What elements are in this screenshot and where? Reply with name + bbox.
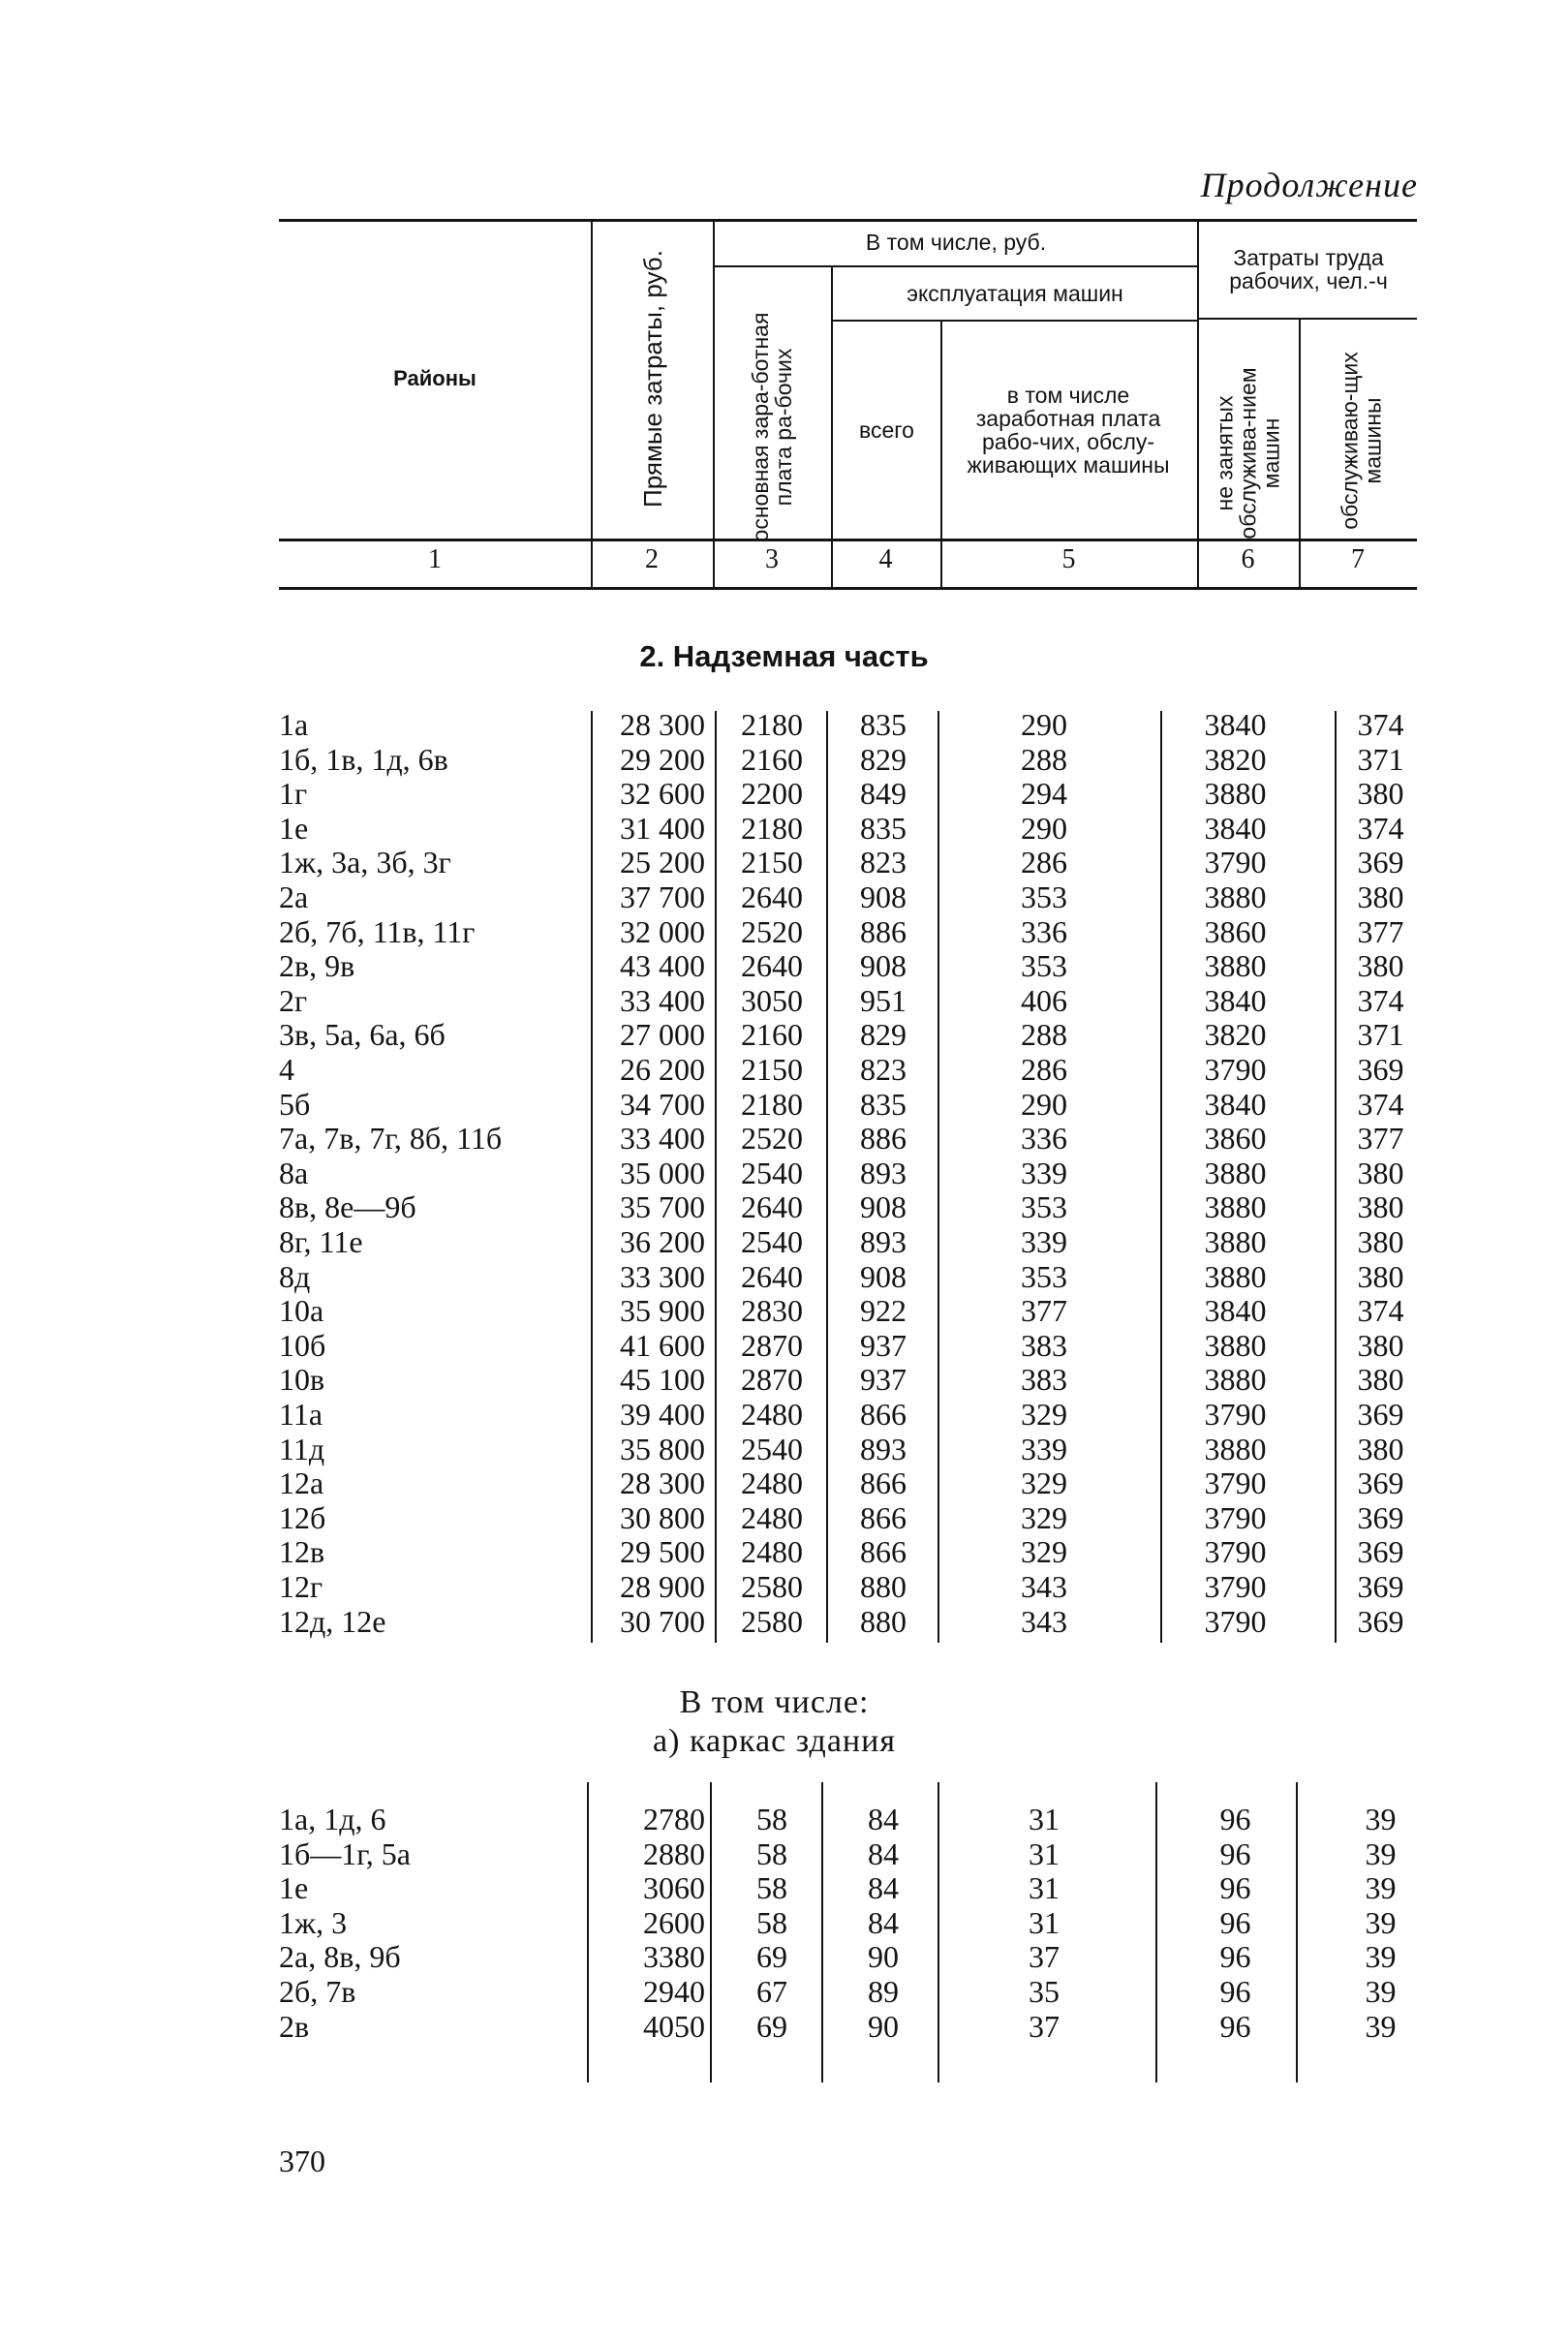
- section1-row: [279, 1189, 1417, 1224]
- section1-cell-machines-total: 880: [860, 1603, 907, 1639]
- col-number-4: 4: [878, 544, 893, 574]
- header-not-machine-labor: не занятых обслужива-нием машин: [1212, 367, 1284, 540]
- header-machine-labor: обслуживаю-щих машины: [1337, 352, 1386, 530]
- section1-cell-labor-other: 3880: [1204, 776, 1267, 812]
- section1-cell-base-wages: 2640: [741, 948, 803, 984]
- section1-cell-labor-other: 3860: [1204, 913, 1267, 949]
- col-number-7: 7: [1351, 544, 1365, 574]
- section1-cell-district: 11а: [279, 1397, 323, 1432]
- section1-cell-labor-other: 3860: [1204, 1121, 1267, 1157]
- section1-cell-machines-total: 893: [860, 1224, 907, 1259]
- section1-cell-labor-other: 3880: [1204, 1258, 1267, 1294]
- section1-cell-machines-total: 835: [860, 1086, 907, 1122]
- section1-cell-machines-total: 886: [860, 1121, 907, 1157]
- section2-cell-machines-total: 90: [868, 2008, 899, 2044]
- section2-cell-machines-total: 89: [868, 1974, 899, 2009]
- section1-cell-machine-wages: 406: [1021, 982, 1067, 1018]
- section1-cell-district: 1е: [279, 810, 309, 846]
- section1-cell-machine-wages: 353: [1021, 1189, 1067, 1225]
- section1-cell-district: 10а: [279, 1293, 324, 1329]
- section1-cell-machines-total: 951: [860, 982, 907, 1018]
- section1-cell-district: 8д: [279, 1258, 311, 1294]
- section1-cell-base-wages: 2540: [741, 1431, 803, 1466]
- section1-cell-direct-costs: 33 400: [620, 982, 705, 1018]
- section1-cell-district: 2г: [279, 982, 308, 1018]
- section1-cell-base-wages: 2580: [741, 1603, 803, 1639]
- section1-row: [279, 776, 1417, 811]
- header-base-wages: основная зара-ботная плата ра-бочих: [748, 312, 796, 542]
- section1-cell-machine-wages: 288: [1021, 1017, 1067, 1053]
- section1-cell-labor-machines: 380: [1357, 1258, 1404, 1294]
- section2-cell-base-wages: 58: [756, 1835, 787, 1871]
- section1-cell-machine-wages: 343: [1021, 1603, 1067, 1639]
- section2-cell-labor-other: 96: [1219, 1974, 1251, 2009]
- section2-cell-machine-wages: 31: [1029, 1802, 1060, 1836]
- section2-cell-labor-machines: 39: [1365, 1870, 1397, 1906]
- section1-cell-labor-machines: 369: [1357, 1465, 1404, 1501]
- section1-cell-machines-total: 908: [860, 879, 907, 914]
- section1-cell-labor-machines: 374: [1357, 1086, 1404, 1122]
- section2-cell-base-wages: 69: [756, 2008, 787, 2044]
- section1-cell-base-wages: 2520: [741, 913, 803, 949]
- section1-row: [279, 914, 1417, 949]
- section2-cell-labor-other: 96: [1219, 1835, 1251, 1871]
- section1-cell-direct-costs: 27 000: [620, 1017, 705, 1053]
- section1-cell-machines-total: 823: [860, 845, 907, 880]
- section1-row: [279, 845, 1417, 879]
- section2-cell-machines-total: 84: [868, 1802, 899, 1836]
- section1-cell-machines-total: 835: [860, 707, 907, 742]
- section1-row: [279, 707, 1417, 742]
- section2-cell-machine-wages: 31: [1029, 1904, 1060, 1940]
- section1-cell-machines-total: 829: [860, 741, 907, 777]
- section1-cell-machines-total: 893: [860, 1431, 907, 1466]
- section1-cell-labor-machines: 371: [1357, 1017, 1404, 1053]
- section1-cell-direct-costs: 32 000: [620, 913, 705, 949]
- section2-cell-labor-machines: 39: [1365, 1904, 1397, 1940]
- section1-cell-machines-total: 937: [860, 1362, 907, 1398]
- section1-cell-direct-costs: 33 400: [620, 1121, 705, 1157]
- section1-cell-district: 1а: [279, 707, 309, 742]
- section1-cell-machines-total: 937: [860, 1327, 907, 1363]
- section1-cell-district: 1г: [279, 776, 308, 812]
- section1-cell-base-wages: 2150: [741, 1052, 803, 1087]
- section1-cell-machine-wages: 339: [1021, 1431, 1067, 1466]
- section1-cell-direct-costs: 28 900: [620, 1569, 705, 1604]
- section2-row: [279, 1939, 1417, 1974]
- section1-cell-machine-wages: 383: [1021, 1362, 1067, 1398]
- section1-cell-base-wages: 2180: [741, 707, 803, 742]
- section2-row: [279, 1836, 1417, 1871]
- section1-cell-direct-costs: 25 200: [620, 845, 705, 880]
- section1-cell-machine-wages: 329: [1021, 1499, 1067, 1535]
- section1-cell-machines-total: 823: [860, 1052, 907, 1087]
- section1-cell-labor-other: 3790: [1204, 1397, 1267, 1432]
- section1-cell-machines-total: 893: [860, 1155, 907, 1190]
- section2-row: [279, 1974, 1417, 2009]
- section1-row: [279, 1017, 1417, 1052]
- section1-cell-machines-total: 880: [860, 1569, 907, 1604]
- section1-row: [279, 811, 1417, 846]
- section1-cell-machine-wages: 336: [1021, 913, 1067, 949]
- section1-cell-district: 8г, 11е: [279, 1224, 363, 1259]
- section1-cell-district: 1б, 1в, 1д, 6в: [279, 741, 448, 777]
- section1-cell-labor-machines: 374: [1357, 1293, 1404, 1329]
- section1-cell-labor-other: 3790: [1204, 845, 1267, 880]
- section1-cell-district: 10в: [279, 1362, 325, 1398]
- section1-cell-base-wages: 2640: [741, 1258, 803, 1294]
- header-machine-wages: в том числе заработная плата рабо-чих, обслу-живающих машины: [967, 383, 1170, 478]
- section1-cell-district: 4: [279, 1052, 294, 1087]
- section1-cell-direct-costs: 35 900: [620, 1293, 705, 1329]
- section1-cell-labor-other: 3840: [1204, 707, 1267, 742]
- section1-cell-machine-wages: 288: [1021, 741, 1067, 777]
- section2-cell-machine-wages: 37: [1029, 2008, 1060, 2044]
- section2-cell-district: 2б, 7в: [279, 1974, 356, 2009]
- section1-row: [279, 1465, 1417, 1500]
- section1-cell-labor-other: 3880: [1204, 1327, 1267, 1363]
- section1-cell-labor-other: 3790: [1204, 1603, 1267, 1639]
- section1-row: [279, 1604, 1417, 1639]
- section1-cell-direct-costs: 30 700: [620, 1603, 705, 1639]
- section1-cell-machine-wages: 290: [1021, 810, 1067, 846]
- section1-cell-machines-total: 908: [860, 1258, 907, 1294]
- section2-cell-district: 1е: [279, 1870, 309, 1906]
- section1-cell-machines-total: 849: [860, 776, 907, 812]
- header-group-costs: В том числе, руб.: [865, 230, 1047, 255]
- section2-row: [279, 1870, 1417, 1905]
- section1-cell-direct-costs: 43 400: [620, 948, 705, 984]
- section1-cell-labor-other: 3880: [1204, 1431, 1267, 1466]
- section1-cell-machine-wages: 377: [1021, 1293, 1067, 1329]
- section1-cell-labor-machines: 380: [1357, 1431, 1404, 1466]
- section1-cell-labor-other: 3840: [1204, 1086, 1267, 1122]
- page-number: 370: [279, 2144, 325, 2178]
- section1-cell-labor-machines: 377: [1357, 913, 1404, 949]
- section1-cell-machines-total: 866: [860, 1397, 907, 1432]
- section1-cell-base-wages: 2580: [741, 1569, 803, 1604]
- section1-cell-labor-other: 3880: [1204, 948, 1267, 984]
- section1-row: [279, 1156, 1417, 1190]
- section2-cell-base-wages: 67: [756, 1974, 787, 2009]
- section1-cell-machine-wages: 353: [1021, 1258, 1067, 1294]
- section1-cell-machine-wages: 290: [1021, 1086, 1067, 1122]
- section1-cell-base-wages: 2480: [741, 1534, 803, 1570]
- section1-cell-labor-other: 3840: [1204, 810, 1267, 846]
- section1-cell-labor-machines: 374: [1357, 810, 1404, 846]
- section1-cell-base-wages: 2480: [741, 1397, 803, 1432]
- section1-cell-base-wages: 2160: [741, 1017, 803, 1053]
- section2-cell-direct-costs: 3060: [643, 1870, 705, 1906]
- section2-cell-labor-other: 96: [1219, 2008, 1251, 2044]
- section1-table: [279, 707, 1417, 1656]
- header-direct-costs: Прямые затраты, руб.: [638, 250, 667, 508]
- subtitle-frame: а) каркас здания: [653, 1723, 896, 1759]
- section1-cell-labor-machines: 369: [1357, 845, 1404, 880]
- header-districts: Районы: [393, 366, 477, 390]
- section1-row: [279, 1259, 1417, 1294]
- section1-cell-labor-machines: 380: [1357, 1155, 1404, 1190]
- table-header: [279, 219, 1417, 589]
- continuation-label: Продолжение: [1200, 166, 1418, 204]
- section1-cell-direct-costs: 28 300: [620, 1465, 705, 1501]
- section1-row: [279, 1569, 1417, 1604]
- section2-row: [279, 1802, 1417, 1836]
- section1-cell-direct-costs: 35 700: [620, 1189, 705, 1225]
- section1-cell-district: 10б: [279, 1327, 326, 1363]
- section1-cell-direct-costs: 39 400: [620, 1397, 705, 1432]
- section2-cell-labor-other: 96: [1219, 1904, 1251, 1940]
- section1-cell-labor-machines: 371: [1357, 741, 1404, 777]
- section1-cell-labor-machines: 380: [1357, 948, 1404, 984]
- section1-cell-labor-machines: 369: [1357, 1603, 1404, 1639]
- section1-cell-direct-costs: 37 700: [620, 879, 705, 914]
- section1-row: [279, 1432, 1417, 1466]
- section1-cell-direct-costs: 31 400: [620, 810, 705, 846]
- section2-cell-base-wages: 58: [756, 1904, 787, 1940]
- section1-cell-machine-wages: 336: [1021, 1121, 1067, 1157]
- section1-cell-labor-machines: 369: [1357, 1569, 1404, 1604]
- section1-cell-base-wages: 2480: [741, 1499, 803, 1535]
- section1-cell-district: 12г: [279, 1569, 323, 1604]
- section1-cell-base-wages: 2640: [741, 1189, 803, 1225]
- section2-cell-labor-other: 96: [1219, 1870, 1251, 1906]
- section1-cell-labor-machines: 374: [1357, 707, 1404, 742]
- section1-cell-machine-wages: 353: [1021, 948, 1067, 984]
- section1-cell-district: 12в: [279, 1534, 325, 1570]
- section1-cell-direct-costs: 33 300: [620, 1258, 705, 1294]
- section1-cell-labor-other: 3790: [1204, 1499, 1267, 1535]
- subtitle-including: В том числе:: [679, 1684, 870, 1720]
- header-group-labor: Затраты труда рабочих, чел.-ч: [1229, 245, 1388, 293]
- section1-cell-labor-machines: 380: [1357, 1327, 1404, 1363]
- section1-cell-direct-costs: 28 300: [620, 707, 705, 742]
- section1-cell-base-wages: 2180: [741, 810, 803, 846]
- section2-cell-district: 1б—1г, 5а: [279, 1835, 411, 1871]
- section2-row: [279, 2009, 1417, 2044]
- section1-cell-direct-costs: 30 800: [620, 1499, 705, 1535]
- section1-row: [279, 879, 1417, 914]
- section1-cell-base-wages: 2160: [741, 741, 803, 777]
- section1-cell-machine-wages: 329: [1021, 1397, 1067, 1432]
- section1-cell-district: 12а: [279, 1465, 324, 1501]
- section1-row: [279, 1121, 1417, 1156]
- section1-cell-direct-costs: 35 000: [620, 1155, 705, 1190]
- section1-cell-labor-machines: 380: [1357, 879, 1404, 914]
- section1-cell-machine-wages: 339: [1021, 1155, 1067, 1190]
- section1-cell-labor-machines: 369: [1357, 1499, 1404, 1535]
- section1-cell-machine-wages: 329: [1021, 1534, 1067, 1570]
- section1-cell-base-wages: 2540: [741, 1224, 803, 1259]
- section2-cell-direct-costs: 2880: [643, 1835, 705, 1871]
- section1-cell-base-wages: 2520: [741, 1121, 803, 1157]
- section1-cell-base-wages: 2180: [741, 1086, 803, 1122]
- section1-cell-machines-total: 829: [860, 1017, 907, 1053]
- section1-cell-base-wages: 3050: [741, 982, 803, 1018]
- section1-cell-labor-other: 3790: [1204, 1534, 1267, 1570]
- section1-cell-labor-other: 3880: [1204, 1155, 1267, 1190]
- section2-cell-machine-wages: 37: [1029, 1939, 1060, 1975]
- section1-cell-base-wages: 2870: [741, 1327, 803, 1363]
- section1-cell-direct-costs: 36 200: [620, 1224, 705, 1259]
- section1-cell-base-wages: 2640: [741, 879, 803, 914]
- section2-cell-district: 1ж, 3: [279, 1904, 348, 1940]
- section1-cell-machines-total: 908: [860, 1189, 907, 1225]
- section2-cell-labor-machines: 39: [1365, 1802, 1397, 1836]
- section2-cell-machines-total: 84: [868, 1870, 899, 1906]
- section2-cell-district: 1а, 1д, 6: [279, 1802, 386, 1836]
- section1-cell-direct-costs: 26 200: [620, 1052, 705, 1087]
- section1-cell-labor-machines: 380: [1357, 1189, 1404, 1225]
- section1-cell-base-wages: 2200: [741, 776, 803, 812]
- section1-row: [279, 1087, 1417, 1122]
- section1-cell-labor-machines: 380: [1357, 1362, 1404, 1398]
- section2-cell-district: 2в: [279, 2008, 310, 2044]
- section1-cell-district: 8а: [279, 1155, 309, 1190]
- section1-cell-labor-other: 3820: [1204, 1017, 1267, 1053]
- section1-cell-district: 2а: [279, 879, 309, 914]
- section1-cell-district: 12д, 12е: [279, 1603, 386, 1639]
- section1-cell-base-wages: 2870: [741, 1362, 803, 1398]
- section1-cell-machines-total: 886: [860, 913, 907, 949]
- section1-cell-labor-other: 3880: [1204, 1224, 1267, 1259]
- section1-row: [279, 1362, 1417, 1397]
- section1-cell-district: 3в, 5а, 6а, 6б: [279, 1017, 446, 1053]
- section1-cell-labor-machines: 369: [1357, 1052, 1404, 1087]
- section2-cell-base-wages: 58: [756, 1870, 787, 1906]
- section1-cell-machines-total: 866: [860, 1534, 907, 1570]
- section1-cell-labor-other: 3840: [1204, 982, 1267, 1018]
- section1-cell-district: 7а, 7в, 7г, 8б, 11б: [279, 1121, 503, 1157]
- section2-cell-direct-costs: 4050: [643, 2008, 705, 2044]
- section1-cell-labor-other: 3840: [1204, 1293, 1267, 1329]
- section1-row: [279, 742, 1417, 777]
- section1-cell-district: 11д: [279, 1431, 325, 1466]
- section2-row: [279, 1905, 1417, 1940]
- section1-cell-direct-costs: 32 600: [620, 776, 705, 812]
- section1-cell-direct-costs: 34 700: [620, 1086, 705, 1122]
- section2-cell-machines-total: 84: [868, 1835, 899, 1871]
- section1-row: [279, 948, 1417, 983]
- section2-cell-labor-machines: 39: [1365, 2008, 1397, 2044]
- section1-cell-district: 12б: [279, 1499, 326, 1535]
- col-number-1: 1: [428, 544, 442, 574]
- section2-cell-labor-other: 96: [1219, 1802, 1251, 1836]
- section-title: 2. Надземная часть: [639, 639, 929, 673]
- section1-cell-labor-other: 3880: [1204, 879, 1267, 914]
- section1-cell-base-wages: 2830: [741, 1293, 803, 1329]
- section1-cell-labor-other: 3880: [1204, 1189, 1267, 1225]
- section1-cell-district: 2б, 7б, 11в, 11г: [279, 913, 476, 949]
- section1-cell-district: 1ж, 3а, 3б, 3г: [279, 845, 451, 880]
- section2-cell-machines-total: 90: [868, 1939, 899, 1975]
- section1-cell-machine-wages: 343: [1021, 1569, 1067, 1604]
- section1-row: [279, 1500, 1417, 1535]
- section1-cell-labor-other: 3880: [1204, 1362, 1267, 1398]
- section2-cell-direct-costs: 3380: [643, 1939, 705, 1975]
- section2-cell-base-wages: 58: [756, 1802, 787, 1836]
- section2-cell-machine-wages: 35: [1029, 1974, 1060, 2009]
- section1-row: [279, 1328, 1417, 1363]
- section1-cell-base-wages: 2480: [741, 1465, 803, 1501]
- col-number-6: 6: [1241, 544, 1255, 574]
- section1-cell-machines-total: 835: [860, 810, 907, 846]
- section1-cell-machines-total: 922: [860, 1293, 907, 1329]
- section1-cell-labor-other: 3790: [1204, 1052, 1267, 1087]
- section1-cell-machine-wages: 294: [1021, 776, 1067, 812]
- section2-cell-machine-wages: 31: [1029, 1835, 1060, 1871]
- section1-row: [279, 983, 1417, 1018]
- section2-cell-labor-machines: 39: [1365, 1974, 1397, 2009]
- section1-cell-direct-costs: 35 800: [620, 1431, 705, 1466]
- col-number-5: 5: [1061, 544, 1076, 574]
- section1-cell-machines-total: 866: [860, 1465, 907, 1501]
- section1-cell-machine-wages: 286: [1021, 1052, 1067, 1087]
- section1-cell-direct-costs: 41 600: [620, 1327, 705, 1363]
- section1-row: [279, 1534, 1417, 1569]
- section2-cell-direct-costs: 2780: [643, 1802, 705, 1836]
- section1-cell-machine-wages: 383: [1021, 1327, 1067, 1363]
- section1-cell-machine-wages: 329: [1021, 1465, 1067, 1501]
- header-total: всего: [859, 417, 914, 443]
- section1-cell-labor-other: 3820: [1204, 741, 1267, 777]
- col-number-3: 3: [765, 544, 779, 574]
- section2-cell-direct-costs: 2940: [643, 1974, 705, 2009]
- section1-cell-labor-machines: 380: [1357, 776, 1404, 812]
- section2-cell-labor-machines: 39: [1365, 1939, 1397, 1975]
- section1-cell-machine-wages: 353: [1021, 879, 1067, 914]
- header-group-machines: эксплуатация машин: [907, 281, 1123, 306]
- section1-cell-direct-costs: 29 500: [620, 1534, 705, 1570]
- section2-cell-machines-total: 84: [868, 1904, 899, 1940]
- section2-cell-direct-costs: 2600: [643, 1904, 705, 1940]
- section1-row: [279, 1397, 1417, 1432]
- section1-cell-machine-wages: 286: [1021, 845, 1067, 880]
- section2-cell-labor-other: 96: [1219, 1939, 1251, 1975]
- section1-cell-machines-total: 908: [860, 948, 907, 984]
- section1-cell-labor-other: 3790: [1204, 1465, 1267, 1501]
- section1-cell-district: 8в, 8е—9б: [279, 1189, 416, 1225]
- section1-cell-machine-wages: 339: [1021, 1224, 1067, 1259]
- col-number-2: 2: [645, 544, 659, 574]
- section2-cell-base-wages: 69: [756, 1939, 787, 1975]
- section1-cell-district: 2в, 9в: [279, 948, 355, 984]
- section1-cell-labor-other: 3790: [1204, 1569, 1267, 1604]
- section1-cell-direct-costs: 45 100: [620, 1362, 705, 1398]
- section1-cell-labor-machines: 369: [1357, 1397, 1404, 1432]
- section2-cell-labor-machines: 39: [1365, 1835, 1397, 1871]
- section1-cell-district: 5б: [279, 1086, 311, 1122]
- section2-table: [279, 1782, 1417, 2092]
- section1-row: [279, 1293, 1417, 1328]
- section2-cell-machine-wages: 31: [1029, 1870, 1060, 1906]
- section1-cell-labor-machines: 374: [1357, 982, 1404, 1018]
- section2-cell-district: 2а, 8в, 9б: [279, 1939, 401, 1975]
- section1-cell-labor-machines: 380: [1357, 1224, 1404, 1259]
- section1-cell-machine-wages: 290: [1021, 707, 1067, 742]
- section1-row: [279, 1224, 1417, 1259]
- section1-cell-base-wages: 2540: [741, 1155, 803, 1190]
- section1-cell-labor-machines: 369: [1357, 1534, 1404, 1570]
- section1-cell-labor-machines: 377: [1357, 1121, 1404, 1157]
- section1-row: [279, 1052, 1417, 1087]
- section1-cell-direct-costs: 29 200: [620, 741, 705, 777]
- section1-cell-machines-total: 866: [860, 1499, 907, 1535]
- section1-cell-base-wages: 2150: [741, 845, 803, 880]
